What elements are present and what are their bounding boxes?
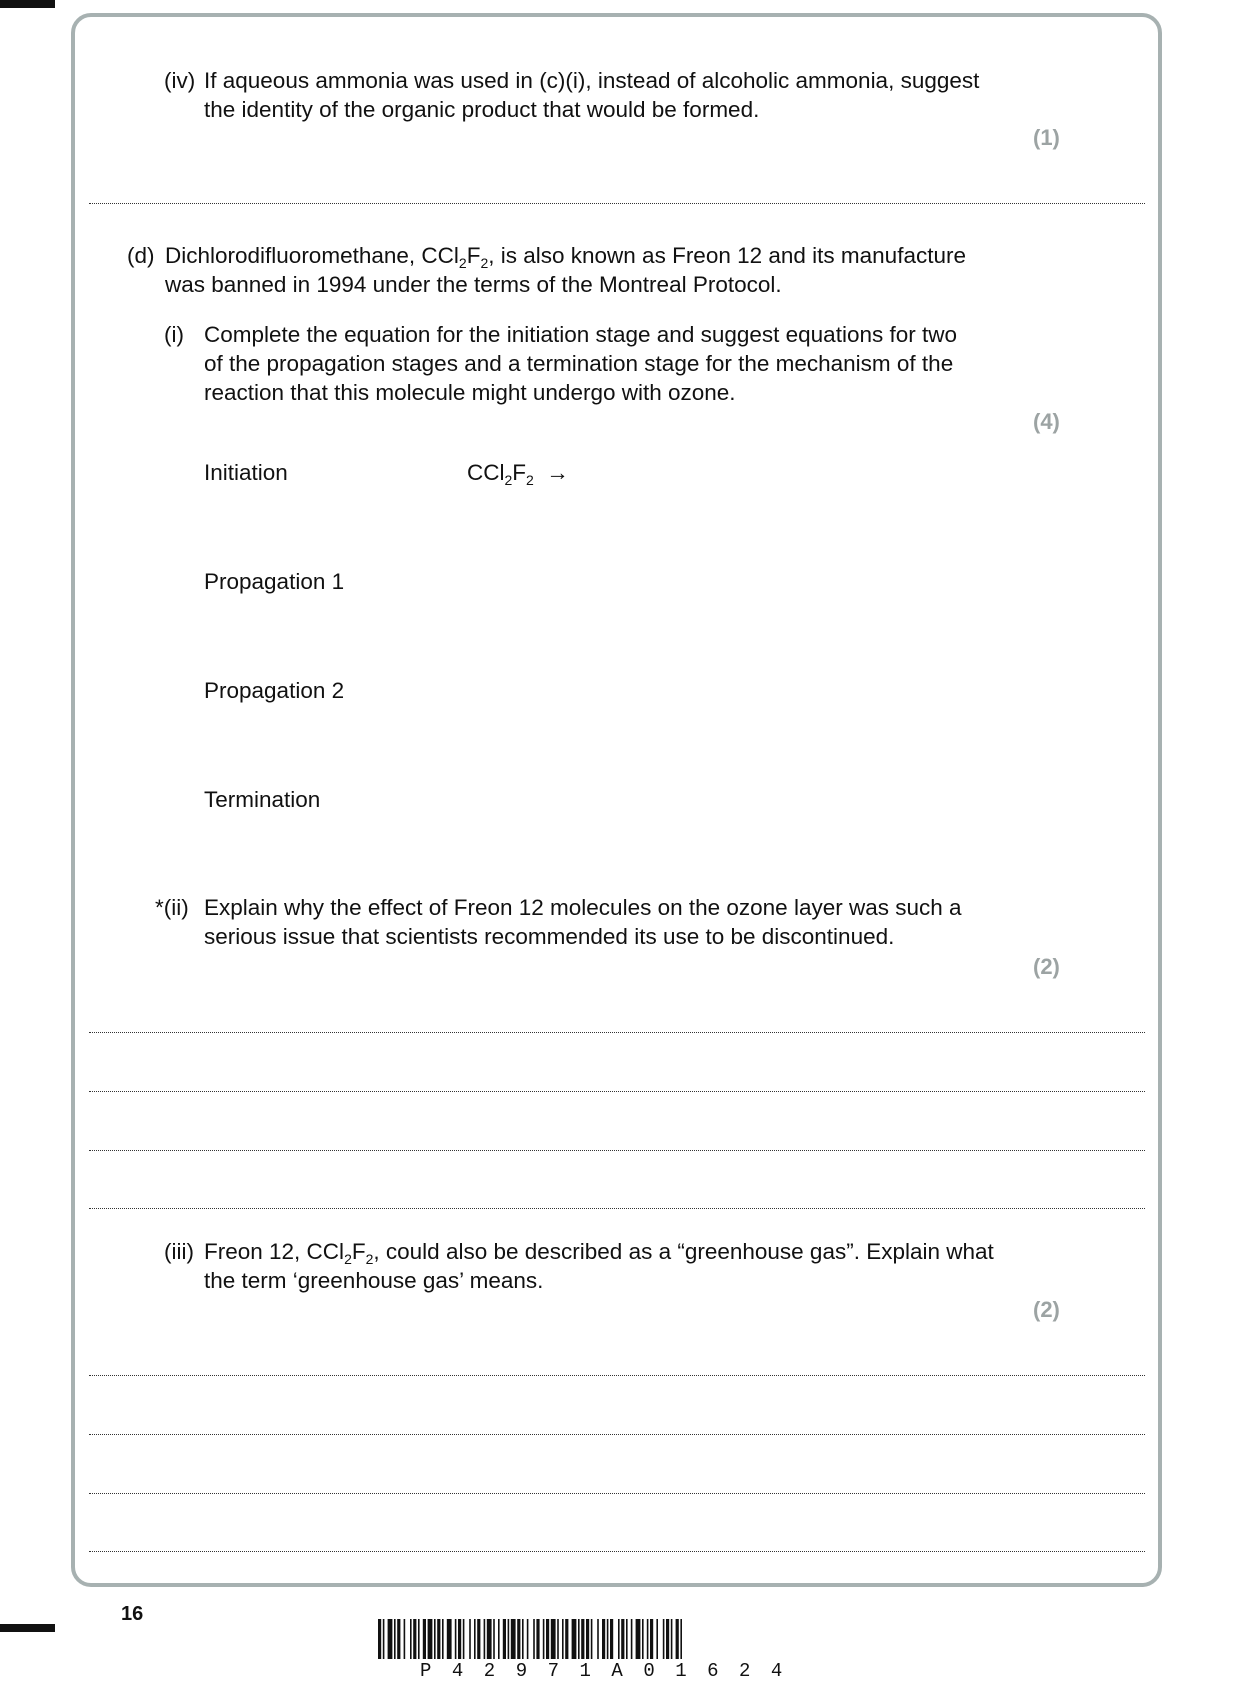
q-d-iii-line2: the term ‘greenhouse gas’ means. xyxy=(204,1268,544,1293)
q-d-i-marks: (4) xyxy=(1033,409,1060,434)
initiation-formula: $CCl_2F_2$ → xyxy=(467,460,569,488)
top-edge-mark xyxy=(0,0,55,8)
q-d-ii-marks: (2) xyxy=(1033,954,1060,979)
termination-label: Termination xyxy=(204,787,321,812)
answer-line[interactable] xyxy=(89,1434,1145,1435)
q-iv-line1: If aqueous ammonia was used in (c)(i), instead of alcoholic ammonia, suggest xyxy=(204,68,980,93)
answer-line[interactable] xyxy=(89,1375,1145,1376)
arrow-icon: → xyxy=(546,460,569,485)
barcode-icon xyxy=(378,1619,860,1659)
q-d-i-line1: Complete the equation for the initiation stage and suggest equations for two xyxy=(204,322,957,347)
q-d-line2: was banned in 1994 under the terms of the Montreal Protocol. xyxy=(165,272,782,297)
q-d-line1: Dichlorodifluoromethane, $CCl_2F_2$, is also known as Freon 12 and its manufacture xyxy=(165,243,966,271)
answer-line[interactable] xyxy=(89,1208,1145,1209)
bottom-edge-mark xyxy=(0,1624,55,1632)
q-iv-line2: the identity of the organic product that would be formed. xyxy=(204,97,760,122)
q-d-ii-line2: serious issue that scientists recommended its use to be discontinued. xyxy=(204,924,895,949)
answer-line[interactable] xyxy=(89,1493,1145,1494)
barcode-text: P42971A01624 xyxy=(420,1660,803,1682)
q-d-i-label: (i) xyxy=(164,322,184,347)
q-iv-label: (iv) xyxy=(164,68,196,93)
answer-line[interactable] xyxy=(89,1032,1145,1033)
answer-line[interactable] xyxy=(89,203,1145,204)
q-iv-marks: (1) xyxy=(1033,125,1060,150)
propagation1-label: Propagation 1 xyxy=(204,569,345,594)
q-d-iii-marks: (2) xyxy=(1033,1297,1060,1322)
page-number: 16 xyxy=(121,1603,144,1625)
answer-line[interactable] xyxy=(89,1091,1145,1092)
initiation-label: Initiation xyxy=(204,460,288,485)
answer-line[interactable] xyxy=(89,1150,1145,1151)
propagation2-label: Propagation 2 xyxy=(204,678,345,703)
q-d-ii-label: *(ii) xyxy=(155,895,189,920)
q-d-i-line2: of the propagation stages and a termination stage for the mechanism of the xyxy=(204,351,954,376)
q-d-i-line3: reaction that this molecule might undergo with ozone. xyxy=(204,380,736,405)
q-d-iii-line1: Freon 12, $CCl_2F_2$, could also be described as a “greenhouse gas”. Explain what xyxy=(204,1239,994,1267)
q-d-label: (d) xyxy=(127,243,155,268)
answer-line[interactable] xyxy=(89,1551,1145,1552)
q-d-ii-line1: Explain why the effect of Freon 12 molecules on the ozone layer was such a xyxy=(204,895,962,920)
q-d-iii-label: (iii) xyxy=(164,1239,194,1264)
